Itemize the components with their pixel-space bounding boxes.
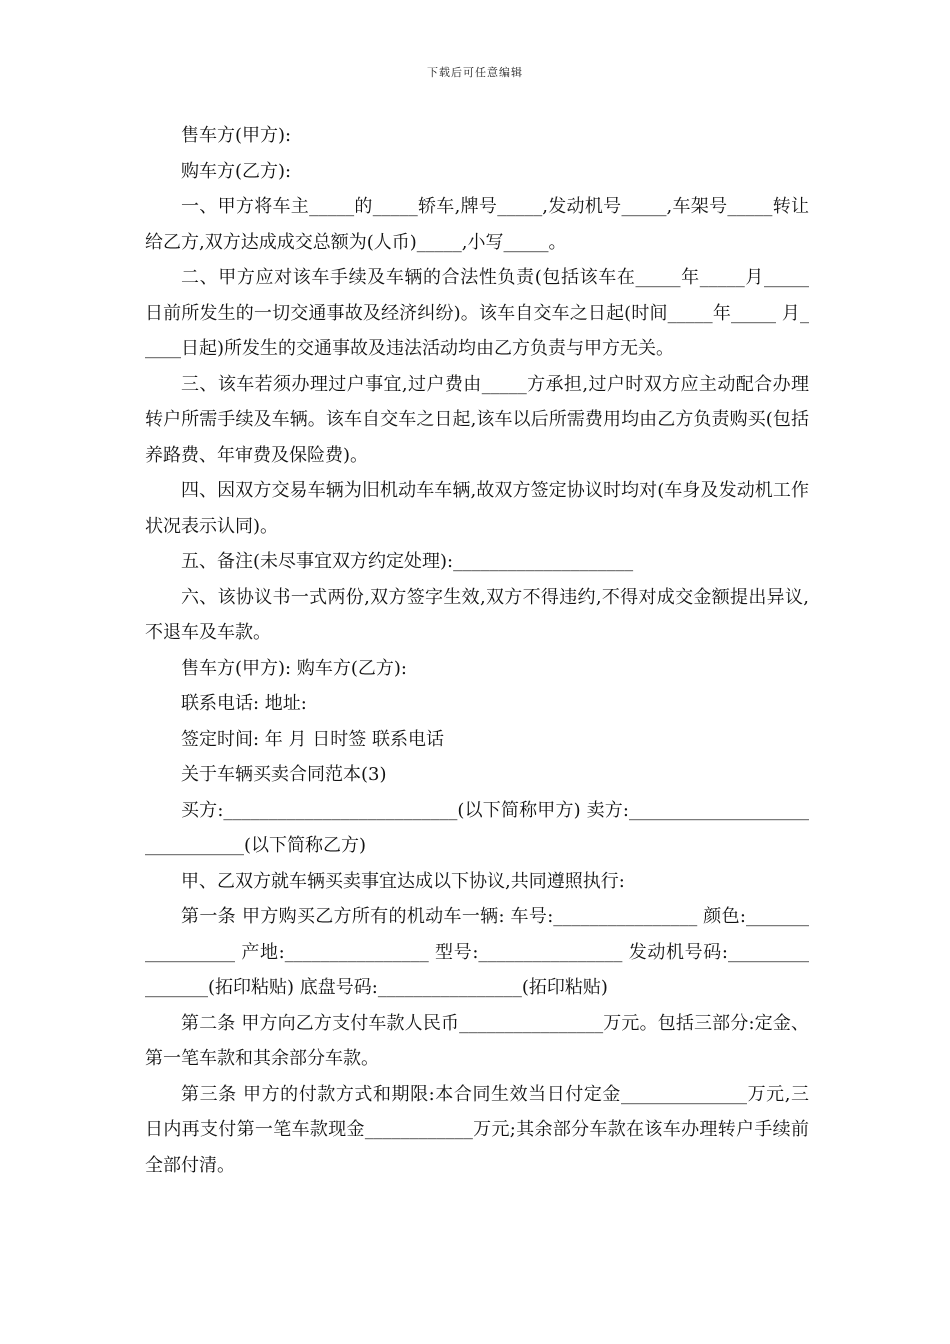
paragraph-contact: 联系电话: 地址: [181, 693, 307, 714]
paragraph-sign-time: 签定时间: 年 月 日时签 联系电话 [181, 728, 444, 750]
paragraph-agreement-intro: 甲、乙双方就车辆买卖事宜达成以下协议,共同遵照执行: [181, 870, 625, 892]
paragraph-contract-title: 关于车辆买卖合同范本(3) [181, 764, 387, 785]
paragraph-clause-4: 四、因双方交易车辆为旧机动车车辆,故双方签定协议时均对(车身及发动机工作状况表示认同)。 [145, 480, 809, 537]
paragraph-article-1: 第一条 甲方购买乙方所有的机动车一辆: 车号:________________ 颜色:_________________ 产地:________________ 型号:________________ 发动机号码:________________(拓印粘贴) 底盘号码:________________(拓印粘贴) [145, 906, 809, 998]
paragraph-clause-2: 二、甲方应对该车手续及车辆的合法性负责(包括该车在_____年_____月_____日前所发生的一切交通事故及经济纠纷)。该车自交车之日起(时间_____年_____ 月_____日起)所发生的交通事故及违法活动均由乙方负责与甲方无关。 [145, 267, 809, 359]
document-body [145, 118, 809, 1183]
page-header-note: 下载后可任意编辑 [427, 66, 523, 79]
paragraph-clause-1: 一、甲方将车主_____的_____轿车,牌号_____,发动机号_____,车架号_____转让给乙方,双方达成成交总额为(人币)_____,小写_____。 [145, 196, 809, 253]
paragraph-seller: 售车方(甲方): [181, 125, 292, 146]
paragraph-clause-6: 六、该协议书一式两份,双方签字生效,双方不得违约,不得对成交金额提出异议,不退车及车款。 [145, 586, 809, 643]
paragraph-buyer: 购车方(乙方): [181, 160, 292, 182]
paragraph-article-2: 第二条 甲方向乙方支付车款人民币________________万元。包括三部分:定金、第一笔车款和其余部分车款。 [145, 1012, 809, 1069]
paragraph-signature-parties: 售车方(甲方): 购车方(乙方): [181, 657, 407, 679]
paragraph-article-3: 第三条 甲方的付款方式和期限:本合同生效当日付定金______________万元,三日内再支付第一笔车款现金____________万元;其余部分车款在该车办理转户手续前全部付清。 [145, 1083, 809, 1176]
paragraph-parties: 买方:__________________________(以下简称甲方) 卖方:_______________________________(以下简称乙方) [145, 799, 809, 856]
paragraph-clause-3: 三、该车若须办理过户事宜,过户费由_____方承担,过户时双方应主动配合办理转户所需手续及车辆。该车自交车之日起,该车以后所需费用均由乙方负责购买(包括养路费、年审费及保险费)。 [145, 373, 809, 466]
paragraph-clause-5: 五、备注(未尽事宜双方约定处理):____________________ [181, 551, 634, 572]
